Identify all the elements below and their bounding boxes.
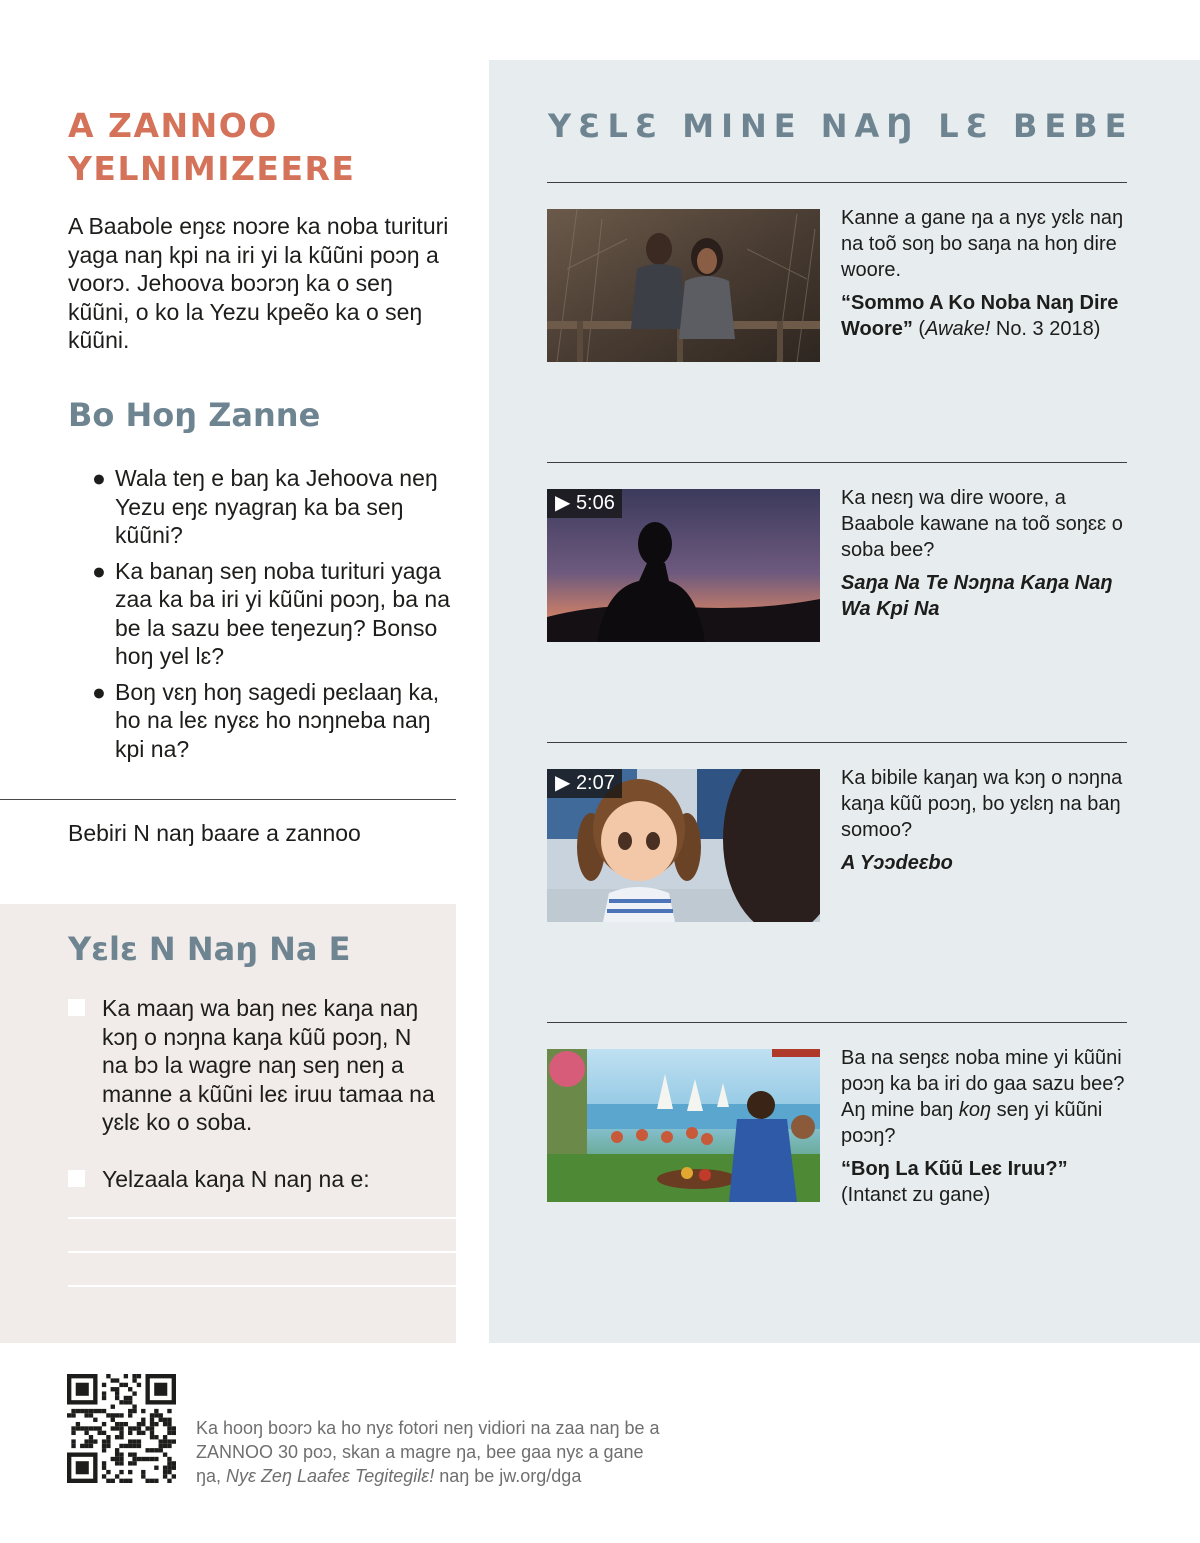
resource-reference-title[interactable]: “Sommo A Ko Noba Naŋ Dire Woore” bbox=[841, 292, 1119, 340]
resource-description: Kanne a gane ŋa a nyɛ yɛlɛ naŋ na toõ soŋ bo saŋa na hoŋ dire woore. bbox=[841, 207, 1124, 281]
summary-title: A ZANNOO YELNIMIZEERE bbox=[68, 106, 356, 188]
bullet-icon: ● bbox=[92, 678, 106, 705]
footer-text-b: naŋ be jw.org/dga bbox=[434, 1466, 582, 1486]
resource-reference-source: (Intanɛt zu gane) bbox=[841, 1184, 991, 1206]
goal-text: Ka maaŋ wa baŋ neɛ kaŋa naŋ kɔŋ o nɔŋna kaŋa kũũ poɔŋ, N na bɔ la wagre naŋ seŋ neŋ a manne a kũũni leɛ iruu tamaa na yɛlɛ ko o soba. bbox=[102, 995, 435, 1135]
defined-text: Bebiri N naŋ baare a zannoo bbox=[68, 820, 361, 846]
resource-reference[interactable] bbox=[841, 570, 1131, 622]
qr-code-graphic bbox=[67, 1374, 176, 1483]
resource-thumbnail-silhouette[interactable] bbox=[547, 489, 820, 642]
checkbox-icon[interactable] bbox=[68, 999, 85, 1016]
review-title: Bo Hoŋ Zanne bbox=[68, 396, 321, 434]
write-in-line[interactable] bbox=[68, 1251, 456, 1253]
review-question bbox=[92, 557, 460, 671]
review-list bbox=[92, 464, 460, 770]
resource-reference-title[interactable]: A Yɔɔdeɛbo bbox=[841, 852, 953, 874]
resource-reference[interactable] bbox=[841, 850, 1131, 876]
review-question-text: Ka banaŋ seŋ noba turituri yaga zaa ka ba iri yi kũũni poɔŋ, ba na be la sazu bee teŋezuŋ? Bonso hoŋ yel lɛ? bbox=[115, 557, 450, 669]
resource-reference-title[interactable]: Saŋa Na Te Nɔŋna Kaŋa Naŋ Wa Kpi Na bbox=[841, 572, 1113, 620]
resource-description-b: seŋ yi kũũni poɔŋ? bbox=[841, 1099, 1103, 1147]
video-duration-badge: ▶ 5:06 bbox=[547, 489, 622, 518]
bullet-icon: ● bbox=[92, 465, 106, 491]
resource-reference-title[interactable]: “Boŋ La Kũũ Leɛ Iruu?” bbox=[841, 1158, 1068, 1180]
resource-reference[interactable] bbox=[841, 290, 1131, 342]
resource-description: Ka bibile kaŋaŋ wa kɔŋ o nɔŋna kaŋa kũũ poɔŋ, bo yɛlɛŋ na baŋ somoo? bbox=[841, 767, 1123, 841]
review-question bbox=[92, 464, 460, 550]
resource-thumbnail-paradise[interactable] bbox=[547, 1049, 820, 1202]
divider bbox=[547, 1022, 1127, 1023]
resource-thumbnail-girl[interactable] bbox=[547, 769, 820, 922]
resource-description bbox=[841, 1045, 1131, 1149]
divider bbox=[0, 799, 456, 800]
resource-reference-issue: No. 3 2018) bbox=[990, 318, 1101, 340]
resource-description-a: Ba na seŋɛɛ noba mine yi kũũni poɔŋ ka ba iri do gaa sazu bee? Aŋ mine baŋ bbox=[841, 1047, 1125, 1121]
resource-reference-source: ( bbox=[912, 318, 926, 340]
footer-text bbox=[196, 1416, 666, 1488]
goals-title: Yɛlɛ N Naŋ Na E bbox=[68, 930, 351, 968]
paradise-image bbox=[547, 1049, 820, 1202]
resource-reference[interactable] bbox=[841, 1156, 1131, 1208]
resource-reference-publication: Awake! bbox=[925, 318, 991, 340]
checkbox-icon[interactable] bbox=[68, 1170, 85, 1187]
divider bbox=[547, 742, 1127, 743]
resources-title: YƐLƐ MINE NAŊ LƐ BEBE bbox=[548, 107, 1134, 145]
bullet-icon: ● bbox=[92, 557, 106, 584]
footer-text-a: Ka hooŋ boɔrɔ ka ho nyɛ fotori neŋ vidiori na zaa naŋ be a ZANNOO 30 poɔ, skan a magre ŋa, bee gaa nyɛ a gane ŋa, bbox=[196, 1418, 660, 1486]
resource-description-emphasis: koŋ bbox=[958, 1099, 992, 1121]
divider bbox=[547, 462, 1127, 463]
write-in-line[interactable] bbox=[68, 1285, 456, 1287]
footer-publication: Nyɛ Zeŋ Laafeɛ Tegitegilɛ! bbox=[226, 1466, 435, 1486]
resource-thumbnail-couple[interactable] bbox=[547, 209, 820, 362]
review-question-text: Wala teŋ e baŋ ka Jehoova neŋ Yezu eŋɛ nyagraŋ ka ba seŋ kũũni? bbox=[115, 465, 438, 548]
couple-image bbox=[547, 209, 820, 362]
write-in-line[interactable] bbox=[68, 1217, 456, 1219]
video-duration-badge: ▶ 2:07 bbox=[547, 769, 622, 798]
review-question bbox=[92, 678, 460, 764]
qr-code-icon[interactable] bbox=[67, 1374, 176, 1483]
resource-description: Ka neɛŋ wa dire woore, a Baabole kawane na toõ soŋɛɛ o soba bee? bbox=[841, 487, 1123, 561]
goal-text: Yelzaala kaŋa N naŋ na e: bbox=[102, 1166, 370, 1192]
divider bbox=[547, 182, 1127, 183]
review-question-text: Boŋ vɛŋ hoŋ sagedi peɛlaaŋ ka, ho na leɛ nyɛɛ ho nɔŋneba naŋ kpi na? bbox=[115, 678, 440, 762]
summary-text: A Baabole eŋɛɛ noɔre ka noba turituri yaga naŋ kpi na iri yi la kũũni poɔŋ a voorɔ. Jehoova boɔrɔŋ ka o seŋ kũũni, o ko la Yezu kpeẽo ka o seŋ kũũni. bbox=[68, 213, 449, 353]
